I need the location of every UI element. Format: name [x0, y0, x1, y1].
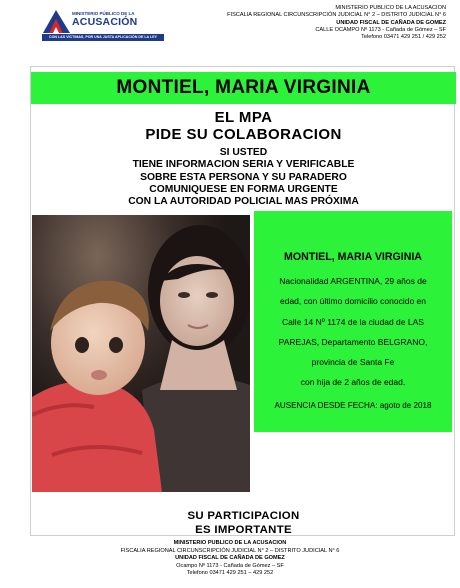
header-info-line: FISCALIA REGIONAL CIRCUNSCRIPCIÓN JUDICIAL N° 2 – DISTRITO JUDICIAL N° 6 [227, 12, 446, 19]
header-info-line: CALLE OCAMPO Nº 1173 - Cañada de Gómez – SF [315, 26, 446, 33]
intro-title: EL MPA [214, 109, 273, 126]
footer-line: Telefono 03471 429 251 – 429 252 [186, 570, 274, 576]
intro-message-line: SI USTED [219, 147, 268, 158]
page-footer [0, 540, 460, 578]
absence-date: AUSENCIA DESDE FECHA: agoto de 2018 [274, 400, 432, 410]
missing-person-photo [32, 215, 250, 492]
intro-message-line: COMUNIQUESE EN FORMA URGENTE [149, 183, 338, 195]
logo-line1: MINISTERIO PÚBLICO DE LA [72, 11, 135, 16]
intro-message-line: CON LA AUTORIDAD POLICIAL MAS PRÓXIMA [128, 196, 359, 208]
header-info-line: Telefono 03471 429 251 / 429 252 [361, 34, 446, 41]
footer-line: Ocampo Nº 1173 - Cañada de Gómez – SF [176, 562, 284, 569]
logo-mark-icon [42, 7, 72, 35]
person-info-line: edad, con último domicilio conocido en [279, 296, 426, 307]
ministerio-logo [42, 7, 164, 41]
person-info-box [254, 211, 452, 432]
header-info-line: MINISTERIO PUBLICO DE LA ACUSACION [335, 5, 446, 11]
logo-line2: ACUSACIÓN [72, 16, 138, 28]
photo-image [32, 215, 250, 492]
page-header [0, 0, 460, 48]
person-info-line: provincia de Santa Fe [311, 357, 395, 368]
logo-tagline: CON LAS VÍCTIMAS, POR UNA JUSTA APLICACIÓN DE LA LEY [42, 34, 164, 41]
intro-message [31, 147, 456, 208]
person-name: MONTIEL, MARIA VIRGINIA [284, 251, 422, 263]
intro-subtitle: PIDE SU COLABORACION [145, 126, 342, 143]
intro-message-line: SOBRE ESTA PERSONA Y SU PARADERO [140, 171, 347, 183]
person-info-line: PAREJAS, Departamento BELGRANO, [278, 336, 428, 347]
footer-line: MINISTERIO PUBLICO DE LA ACUSACION [173, 540, 287, 546]
header-info-line: UNIDAD FISCAL DE CAÑADA DE GOMEZ [336, 19, 446, 26]
poster-intro [31, 109, 456, 208]
footer-line: FISCALIA REGIONAL CIRCUNSCRIPCIÓN JUDICIAL N° 2 – DISTRITO JUDICIAL N° 6 [120, 547, 340, 554]
footer-line: UNIDAD FISCAL DE CAÑADA DE GOMEZ [175, 555, 285, 561]
logo-text [72, 11, 164, 28]
intro-message-line: TIENE INFORMACION SERIA Y VERIFICABLE [132, 159, 355, 171]
poster-name-banner: MONTIEL, MARIA VIRGINIA [31, 72, 456, 104]
closing-line: SU PARTICIPACION [187, 510, 300, 522]
header-institution-info [227, 5, 446, 41]
person-info-line: Calle 14 Nº 1174 de la ciudad de LAS [282, 316, 424, 327]
person-info-line: Nacionalidad ARGENTINA, 29 años de [279, 276, 427, 286]
missing-person-poster [30, 66, 455, 536]
person-info-line: con hija de 2 años de edad. [300, 377, 406, 388]
poster-closing [31, 509, 456, 537]
closing-line: ES IMPORTANTE [195, 524, 292, 536]
